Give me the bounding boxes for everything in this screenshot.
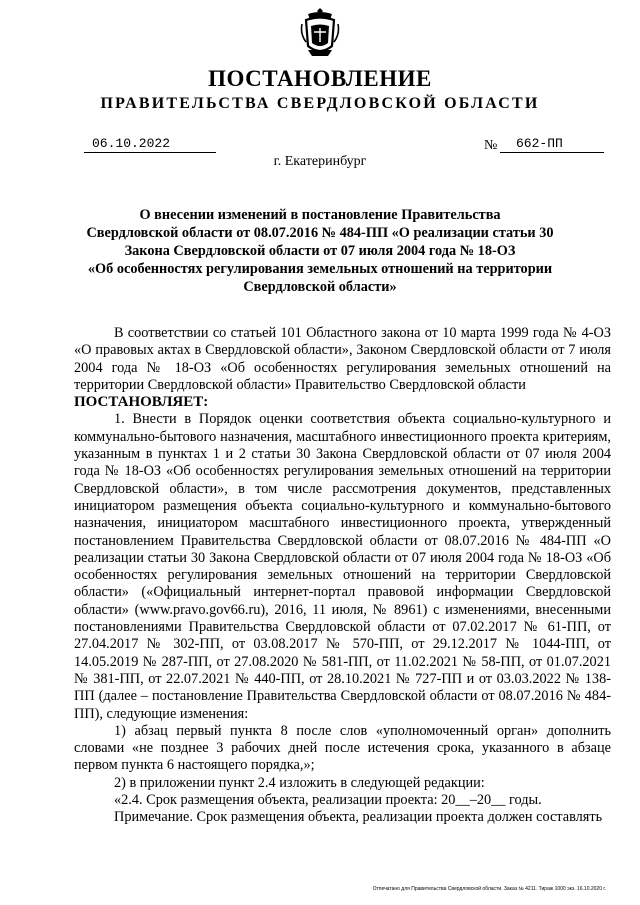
heading-line: О внесении изменений в постановление Правительства bbox=[139, 207, 501, 223]
subitem-2-paragraph: 2) в приложении пункт 2.4 изложить в следующей редакции: bbox=[114, 774, 485, 791]
print-footer: Отпечатано для Правительства Свердловской области. Заказ № 4211. Тираж 1000 экз. 16.10.2020 г. bbox=[372, 886, 606, 892]
document-date: 06.10.2022 bbox=[84, 136, 216, 153]
heading-line: Свердловской области от 08.07.2016 № 484-ПП «О реализации статьи 30 bbox=[86, 225, 554, 241]
document-heading bbox=[80, 206, 560, 296]
quoted-clause: «2.4. Срок размещения объекта, реализации проекта: 20__–20__ годы. bbox=[114, 792, 542, 809]
preamble-paragraph: В соответствии со статьей 101 Областного закона от 10 марта 1999 года № 4-ОЗ «О правовых актах в Свердловской области», Законом Свердловской области от 7 июля 2004 года № 18-ОЗ «Об особенностях регулирования земельных отношений на территории Свердловской области» Правительство Свердловской области bbox=[74, 325, 611, 393]
document-body bbox=[74, 325, 611, 827]
coat-of-arms-emblem bbox=[300, 6, 340, 58]
item-1-paragraph: 1. Внести в Порядок оценки соответствия объекта социально-культурного и коммунально-бытового назначения, масштабного инвестиционного проекта критериям, указанным в пунктах 1 и 2 статьи 30 Закона Свердловской области от 07 июля 2004 года № 18-ОЗ «Об особенностях регулирования земельных отношений на территории Свердловской области», в том числе рассмотрения документов, представленных инициатором размещения объекта социально-культурного и коммунально-бытового назначения, инициатором масштабного инвестиционного проекта, утвержденный постановлением Правительства Свердловской области от 08.07.2016 № 484-ПП «О реализации статьи 30 Закона Свердловской области от 07 июля 2004 года № 18-ОЗ «Об особенностях регулирования земельных отношений на территории Свердловской области» («Официальный интернет-портал правовой информации Свердловской области» (www.pravo.gov66.ru), 2016, 11 июля, № 8961) с изменениями, внесенными постановлениями Правительства Свердловской области от 07.02.2017 № 61-ПП, от 27.04.2017 № 302-ПП, от 03.08.2017 № 570-ПП, от 29.12.2017 № 1044-ПП, от 14.05.2019 № 287-ПП, от 27.08.2020 № 581-ПП, от 11.02.2021 № 58-ПП, от 01.07.2021 № 381-ПП, от 22.07.2021 № 440-ПП, от 28.10.2021 № 727-ПП и от 03.03.2022 № 138-ПП (далее – постановление Правительства Свердловской области от 08.07.2016 № 484-ПП), следующие изменения: bbox=[74, 411, 611, 722]
city-line: г. Екатеринбург bbox=[273, 154, 367, 169]
heading-line: Свердловской области» bbox=[243, 279, 397, 295]
document-number: 662-ПП bbox=[500, 136, 604, 153]
note-paragraph: Примечание. Срок размещения объекта, реализации проекта должен составлять bbox=[114, 809, 603, 826]
document-title: ПОСТАНОВЛЕНИЕ bbox=[208, 66, 432, 91]
number-label: № bbox=[484, 138, 498, 153]
decree-word: ПОСТАНОВЛЯЕТ: bbox=[74, 394, 209, 411]
heading-line: «Об особенностях регулирования земельных отношений на территории bbox=[87, 261, 553, 277]
subitem-1-paragraph: 1) абзац первый пункта 8 после слов «уполномоченный орган» дополнить словами «не позднее 3 рабочих дней после истечения срока, указанного в абзаце первом пункта 6 настоящего порядка,»; bbox=[74, 722, 611, 774]
heading-line: Закона Свердловской области от 07 июля 2004 года № 18-ОЗ bbox=[124, 243, 516, 259]
document-subtitle: ПРАВИТЕЛЬСТВА СВЕРДЛОВСКОЙ ОБЛАСТИ bbox=[100, 95, 540, 112]
